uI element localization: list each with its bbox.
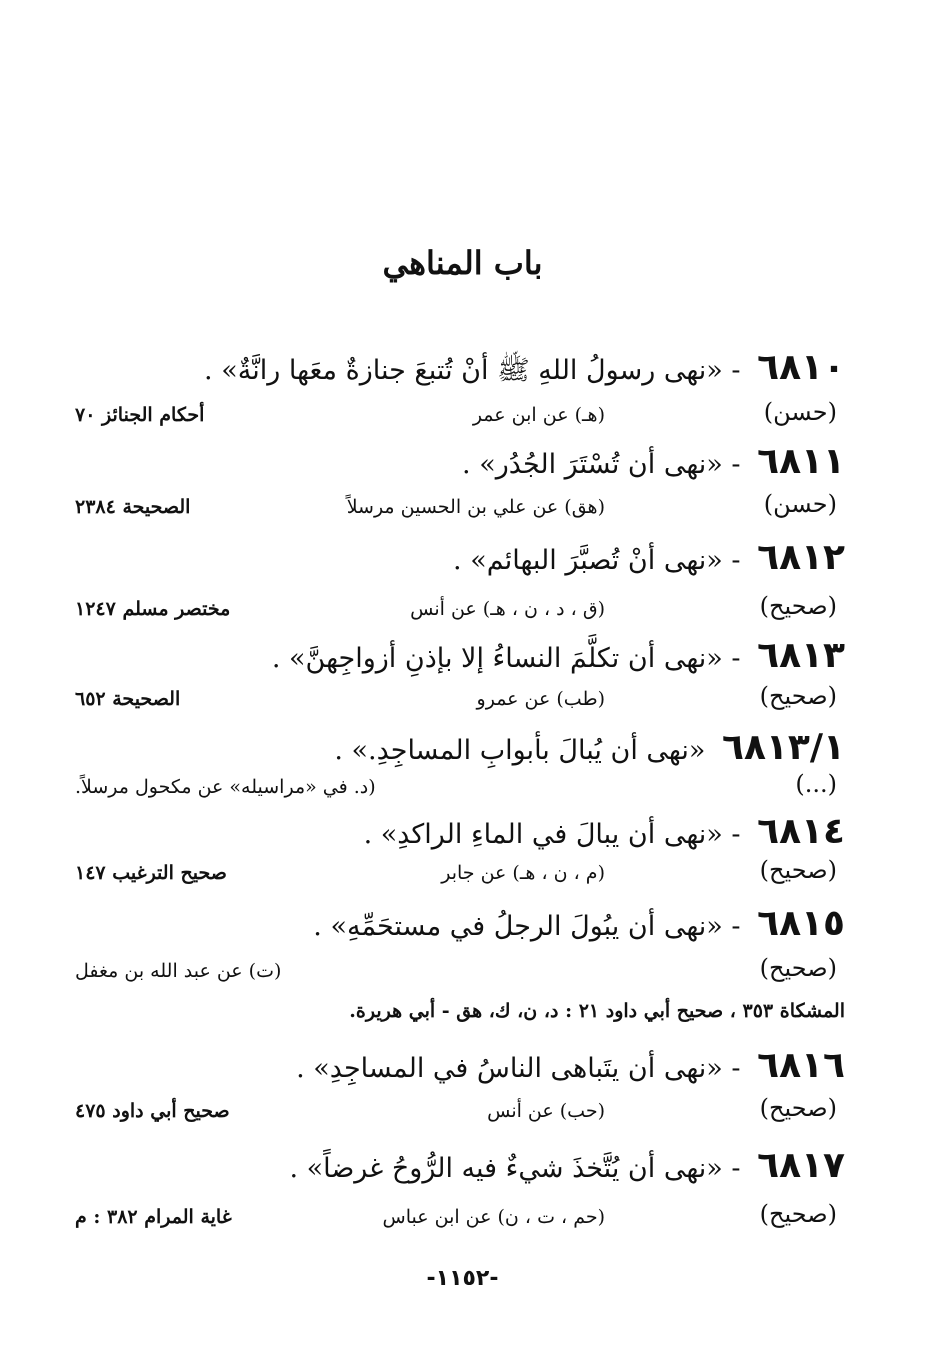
source-text: (هق) عن علي بن الحسين مرسلاً (346, 496, 605, 518)
hadith-line (75, 812, 845, 855)
source-text: (د. في «مراسيله» عن مكحول مرسلاً. (75, 776, 376, 798)
hadith-text: - «نهى أن يبالَ في الماءِ الراكدِ» . (363, 819, 741, 850)
grade-label: (صحيح) (759, 1094, 837, 1122)
source-text: (حم ، ت ، ن) عن ابن عباس (382, 1206, 605, 1228)
hadith-number: ٦٨١٧ (757, 1145, 845, 1186)
source-line (75, 682, 845, 722)
hadith-text: - «نهى أنْ تُصبَّرَ البهائم» . (453, 545, 741, 576)
grade-label: (صحيح) (759, 682, 837, 710)
source-text: (هـ) عن ابن عمر (472, 404, 605, 426)
chapter-title: باب المناهي (382, 244, 543, 282)
hadith-line (75, 442, 845, 485)
hadith-line (75, 728, 845, 771)
grade-label: (صحيح) (759, 954, 837, 982)
hadith-number: ٦٨١٠ (757, 347, 845, 388)
reference-text: أحكام الجنائز ٧٠ (75, 404, 205, 426)
reference-text: صحيح الترغيب ١٤٧ (75, 862, 227, 884)
hadith-number: ٦٨١٦ (757, 1045, 845, 1086)
hadith-number: ٦٨١٤ (757, 811, 845, 852)
grade-label: (صحيح) (759, 592, 837, 620)
hadith-line (75, 904, 845, 947)
source-line (75, 770, 845, 810)
hadith-text: - «نهى أن يُتَّخذَ شيءٌ فيه الرُّوحُ غرضاً» . (289, 1153, 741, 1184)
hadith-text: - «نهى أن تُسْتَرَ الجُدُر» . (462, 449, 741, 480)
hadith-text: - «نهى أن يتَباهى الناسُ في المساجِدِ» . (296, 1053, 741, 1084)
source-line (75, 398, 845, 438)
reference-text: مختصر مسلم ١٢٤٧ (75, 598, 231, 620)
reference-text: صحيح أبي داود ٤٧٥ (75, 1100, 230, 1122)
reference-text: غاية المرام ٣٨٢ : م (75, 1206, 232, 1228)
hadith-number: ٦٨١٣/١ (721, 727, 845, 768)
hadith-text: - «نهى رسولُ اللهِ ﷺ أنْ تُتبعَ جنازةٌ معَها رانَّةٌ» . (204, 355, 741, 386)
hadith-number: ٦٨١٣ (757, 635, 845, 676)
grade-label: (حسن) (763, 490, 837, 518)
source-line (75, 1200, 845, 1240)
extra-reference-line: المشكاة ٣٥٣ ، صحيح أبي داود ٢١ : د، ن، ك، هق - أبي هريرة. (349, 1000, 845, 1022)
source-line (75, 490, 845, 530)
page-number: -١١٥٢- (426, 1266, 499, 1291)
hadith-line (75, 538, 845, 581)
grade-label: (...) (795, 770, 837, 798)
grade-label: (حسن) (763, 398, 837, 426)
source-line (75, 856, 845, 896)
reference-text: الصحيحة ٦٥٢ (75, 688, 181, 710)
hadith-number: ٦٨١٥ (757, 903, 845, 944)
reference-text: الصحيحة ٢٣٨٤ (75, 496, 191, 518)
source-line (75, 592, 845, 632)
source-line (75, 1094, 845, 1134)
grade-label: (صحيح) (759, 856, 837, 884)
hadith-line (75, 636, 845, 679)
source-line (75, 954, 845, 994)
source-text: (ت) عن عبد الله بن مغفل (75, 960, 282, 982)
hadith-text: - «نهى أن تكلَّمَ النساءُ إلا بإذنِ أزواجِهنَّ» . (271, 643, 741, 674)
hadith-line (75, 1146, 845, 1189)
hadith-number: ٦٨١١ (757, 441, 845, 482)
source-text: (م ، ن ، هـ) عن جابر (441, 862, 605, 884)
hadith-number: ٦٨١٢ (757, 537, 845, 578)
hadith-line (75, 1046, 845, 1089)
source-text: (ق ، د ، ن ، هـ) عن أنس (410, 598, 605, 620)
hadith-text: «نهى أن يُبالَ بأبوابِ المساجِدِ.» . (334, 735, 706, 766)
source-text: (حب) عن أنس (487, 1100, 605, 1122)
source-text: (طب) عن عمرو (476, 688, 605, 710)
grade-label: (صحيح) (759, 1200, 837, 1228)
hadith-text: - «نهى أن يبُولَ الرجلُ في مستحَمِّهِ» . (313, 911, 741, 942)
hadith-line (75, 348, 845, 391)
